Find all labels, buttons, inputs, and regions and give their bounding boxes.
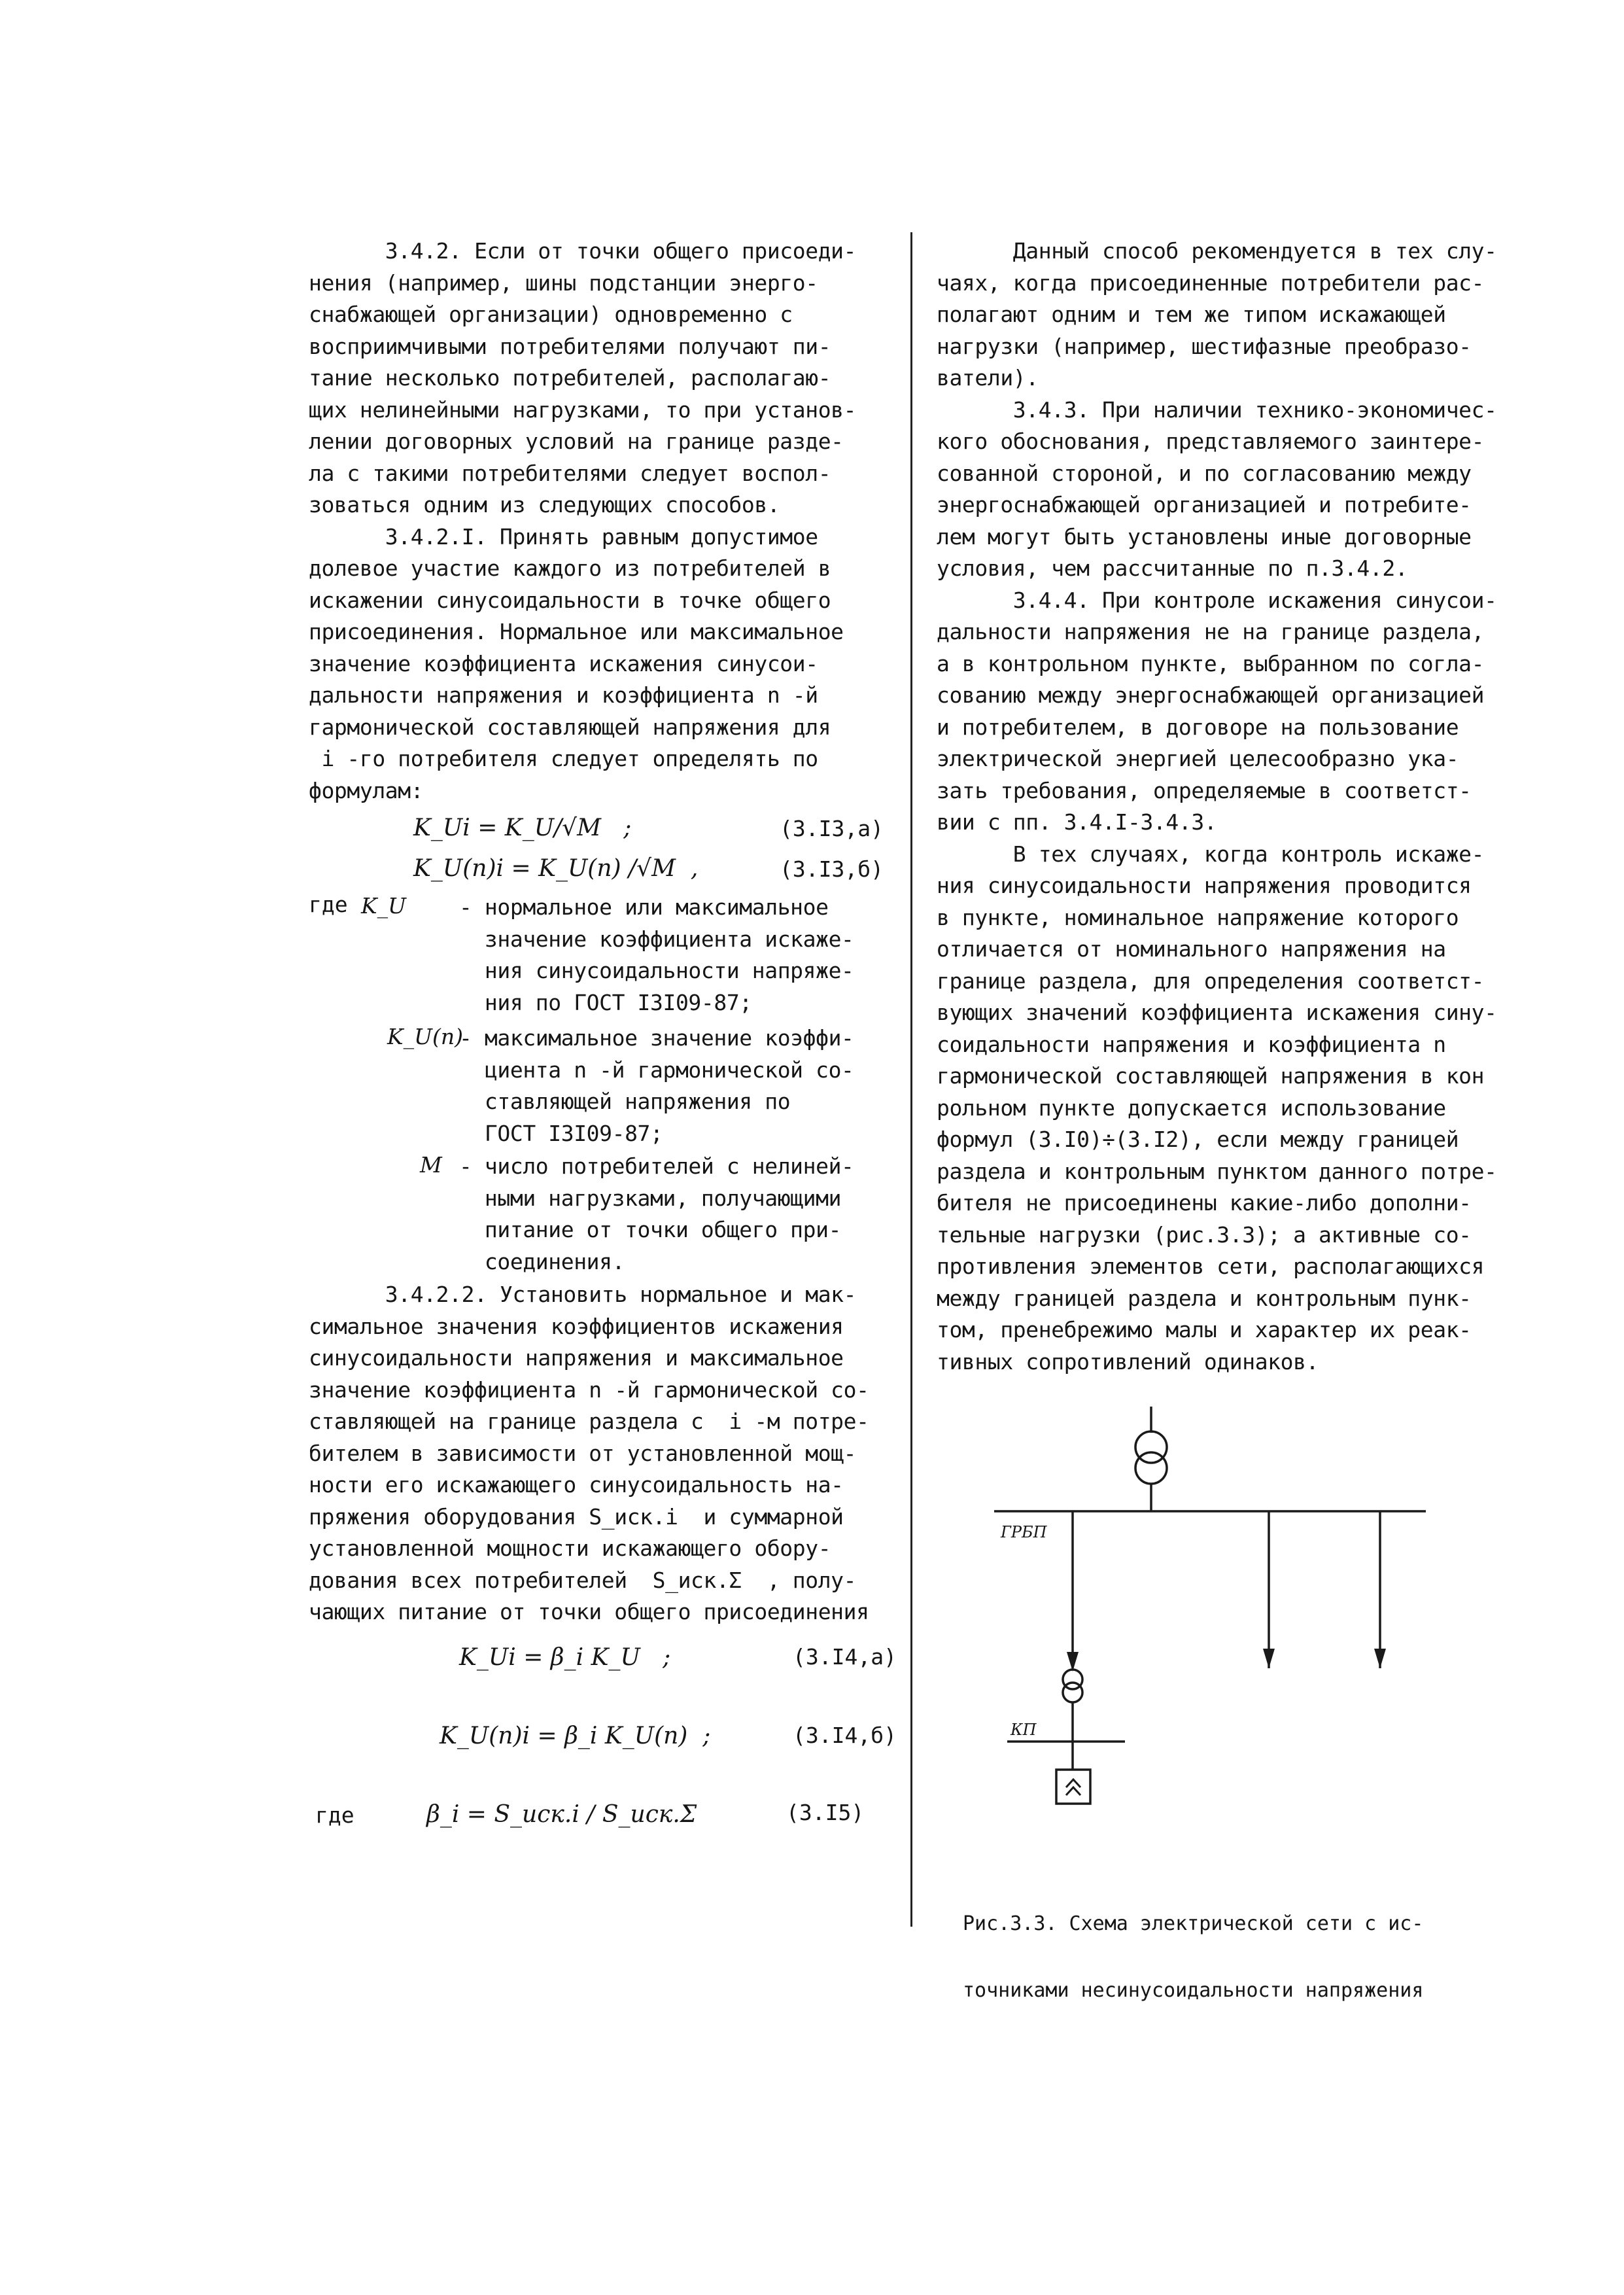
caption-line: Рис.3.3. Схема электрической сети с ис- xyxy=(963,1912,1424,1935)
text-line: щих нелинейными нагрузками, то при установ- xyxy=(309,396,857,423)
text-line: значение коэффициента n -й гармонической со- xyxy=(309,1376,869,1403)
formula-number: (3.I4,а) xyxy=(793,1643,897,1670)
text-line: ГОСТ I3I09-87; xyxy=(459,1120,663,1146)
text-line: - максимальное значение коэффи- xyxy=(459,1025,854,1051)
text-line: В тех случаях, когда контроль искаже- xyxy=(937,841,1485,867)
text-line: и потребителем, в договоре на пользование xyxy=(937,714,1459,740)
definition-ku xyxy=(309,892,901,1023)
text-line: границе раздела, для определения соответст- xyxy=(937,968,1485,994)
formula-number: (3.I5) xyxy=(786,1799,865,1825)
text-line: чающих питание от точки общего присоединения xyxy=(309,1599,869,1624)
text-line: электрической энергией целесообразно ука- xyxy=(937,746,1459,771)
text-line: дальности напряжения не на границе раздела, xyxy=(937,619,1485,644)
text-line: тивных сопротивлений одинаков. xyxy=(937,1348,1319,1375)
text-line: 3.4.2.I. Принять равным допустимое xyxy=(309,523,818,550)
text-line: - нормальное или максимальное xyxy=(459,894,829,920)
text-line: зоваться одним из следующих способов. xyxy=(309,492,780,517)
section-3-4-2-2 xyxy=(309,1279,901,1628)
formula-number: (3.I3,б) xyxy=(780,856,884,882)
definition-text xyxy=(459,1023,854,1149)
section-3-4-4 xyxy=(937,585,1512,839)
text-line: ния синусоидальности напряже- xyxy=(459,958,854,983)
text-line: ния по ГОСТ I3I09-87; xyxy=(459,989,752,1015)
text-line: долевое участие каждого из потребителей в xyxy=(309,555,831,581)
text-line: противления элементов сети, располагающихся xyxy=(937,1253,1485,1279)
transformer-winding-bottom xyxy=(1135,1452,1167,1484)
text-line: гармонической составляющей напряжения в кон xyxy=(937,1063,1485,1089)
text-line: рольном пункте допускается использование xyxy=(937,1095,1446,1121)
where-label: где xyxy=(315,1802,354,1828)
small-transformer-bottom xyxy=(1063,1683,1082,1702)
text-line: ния синусоидальности напряжения проводится xyxy=(937,873,1472,898)
paragraph-control-point xyxy=(937,839,1512,1378)
text-line: а в контрольном пункте, выбранном по согла- xyxy=(937,650,1485,676)
definition-symbol: K_U xyxy=(361,893,406,919)
text-line: - число потребителей с нелиней- xyxy=(459,1153,854,1179)
section-3-4-2-1 xyxy=(309,521,901,807)
formula-number: (3.I3,а) xyxy=(780,816,884,841)
text-line: ставляющей напряжения по xyxy=(459,1089,791,1114)
text-line: пряжения оборудования S_иск.i и суммарной xyxy=(309,1503,844,1530)
text-line: энергоснабжающей организацией и потребите- xyxy=(937,492,1472,517)
text-line: значение коэффициента искажения синусои- xyxy=(309,650,818,676)
formula-3-13b xyxy=(309,851,901,892)
text-line: тельные нагрузки (рис.3.3); а активные со- xyxy=(937,1221,1472,1248)
text-line: установленной мощности искажающего обору- xyxy=(309,1535,831,1561)
definition-kun xyxy=(309,1023,901,1151)
text-line: снабжающей организации) одновременно с xyxy=(309,302,793,327)
text-line: соидальности напряжения и коэффициента n xyxy=(937,1031,1446,1057)
network-diagram xyxy=(994,1407,1465,1825)
text-line: ставляющей на границе раздела с i -м потре- xyxy=(309,1409,869,1434)
text-line: восприимчивыми потребителями получают пи- xyxy=(309,333,831,359)
figure-caption xyxy=(963,1868,1506,2046)
text-line: гармонической составляющей напряжения для xyxy=(309,714,831,740)
label-grbp: ГРБП xyxy=(1001,1523,1047,1541)
text-line: дальности напряжения и коэффициента n -й xyxy=(309,682,818,708)
text-line: тание несколько потребителей, располагаю- xyxy=(309,365,831,391)
arrow-head-1 xyxy=(1067,1652,1079,1672)
text-line: полагают одним и тем же типом искажающей xyxy=(937,302,1446,327)
formula-3-13a xyxy=(309,811,901,851)
converter-icon xyxy=(1066,1779,1080,1795)
text-line: нагрузки (например, шестифазные преобразо- xyxy=(937,333,1472,359)
left-column xyxy=(309,236,901,1844)
text-line: значение коэффициента искаже- xyxy=(459,926,854,952)
formula-expression: K_Ui = K_U/√M ; xyxy=(413,815,632,841)
arrow-head-3 xyxy=(1374,1649,1386,1668)
text-line: 3.4.2. Если от точки общего присоеди- xyxy=(309,238,857,264)
definition-symbol: M xyxy=(420,1152,442,1178)
definition-text xyxy=(459,892,854,1019)
text-line: вии с пп. 3.4.I-3.4.3. xyxy=(937,809,1217,835)
text-line: нения (например, шины подстанции энерго- xyxy=(309,270,818,296)
section-3-4-2 xyxy=(309,236,901,521)
text-line: раздела и контрольным пунктом данного потре- xyxy=(937,1158,1497,1184)
text-line: синусоидальности напряжения и максимальное xyxy=(309,1345,844,1371)
text-line: дования всех потребителей S_иск.Σ , полу- xyxy=(309,1567,857,1593)
formula-number: (3.I4,б) xyxy=(793,1722,897,1748)
text-line: питание от точки общего при- xyxy=(459,1217,842,1242)
text-line: ватели). xyxy=(937,365,1039,391)
text-line: бителя не присоединены какие-либо дополни- xyxy=(937,1190,1472,1216)
text-line: формулам: xyxy=(309,777,424,803)
text-line: условия, чем рассчитанные по п.3.4.2. xyxy=(937,555,1408,581)
text-line: сованной стороной, и по согласованию между xyxy=(937,460,1472,486)
text-line: симальное значения коэффициентов искажения xyxy=(309,1313,844,1339)
section-3-4-3 xyxy=(937,394,1512,585)
text-line: 3.4.3. При наличии технико-экономичес- xyxy=(937,396,1497,423)
definition-m xyxy=(309,1151,901,1279)
paragraph-method-note xyxy=(937,236,1512,394)
formula-3-14b xyxy=(309,1720,901,1792)
text-line: формул (3.I0)÷(3.I2), если между границей xyxy=(937,1127,1459,1152)
text-line: сованию между энергоснабжающей организацией xyxy=(937,682,1485,708)
text-line: лем могут быть установлены иные договорные xyxy=(937,523,1472,550)
text-line: бителем в зависимости от установленной мощ- xyxy=(309,1440,857,1466)
text-line: ности его искажающего синусоидальность на- xyxy=(309,1472,844,1498)
text-line: между границей раздела и контрольным пунк- xyxy=(937,1285,1472,1311)
text-line: 3.4.2.2. Установить нормальное и мак- xyxy=(309,1282,857,1307)
label-kp: КП xyxy=(1011,1721,1037,1739)
text-line: Данный способ рекомендуется в тех слу- xyxy=(937,238,1497,264)
text-line: искажении синусоидальности в точке общего xyxy=(309,587,831,613)
text-line: в пункте, номинальное напряжение которого xyxy=(937,904,1459,930)
formula-expression: K_U(n)i = β_i K_U(n) ; xyxy=(440,1722,711,1749)
formula-expression: K_Ui = β_i K_U ; xyxy=(459,1643,671,1671)
text-line: отличается от номинального напряжения на xyxy=(937,936,1446,962)
formula-expression: β_i = S_иск.i / S_иск.Σ xyxy=(426,1800,697,1828)
text-line: соединения. xyxy=(459,1248,625,1274)
formula-expression: K_U(n)i = K_U(n) /√M , xyxy=(413,855,699,882)
text-line: лении договорных условий на границе разде- xyxy=(309,429,844,454)
text-line: ными нагрузками, получающими xyxy=(459,1185,842,1211)
text-line: чаях, когда присоединенные потребители рас- xyxy=(937,270,1485,296)
text-line: зать требования, определяемые в соответст- xyxy=(937,777,1472,803)
column-divider xyxy=(910,232,912,1927)
text-line: присоединения. Нормальное или максимальное xyxy=(309,619,844,644)
formula-3-15 xyxy=(309,1798,901,1844)
definition-text xyxy=(459,1151,854,1278)
text-line: том, пренебрежимо малы и характер их реак- xyxy=(937,1317,1472,1342)
text-line: кого обоснования, представляемого заинтере- xyxy=(937,429,1485,454)
right-column xyxy=(937,236,1512,1378)
text-line: ла с такими потребителями следует воспол- xyxy=(309,460,831,486)
arrow-head-2 xyxy=(1263,1649,1275,1668)
text-line: циента n -й гармонической со- xyxy=(459,1057,854,1083)
definition-symbol: K_U(n) xyxy=(387,1024,463,1049)
caption-line: точниками несинусоидальности напряжения xyxy=(963,1979,1424,2002)
where-label: где xyxy=(309,892,348,917)
text-line: i -го потребителя следует определять по xyxy=(309,746,818,771)
text-line: вующих значений коэффициента искажения сину- xyxy=(937,1000,1497,1025)
formula-3-14a xyxy=(309,1641,901,1713)
text-line: 3.4.4. При контроле искажения синусои- xyxy=(937,587,1497,613)
